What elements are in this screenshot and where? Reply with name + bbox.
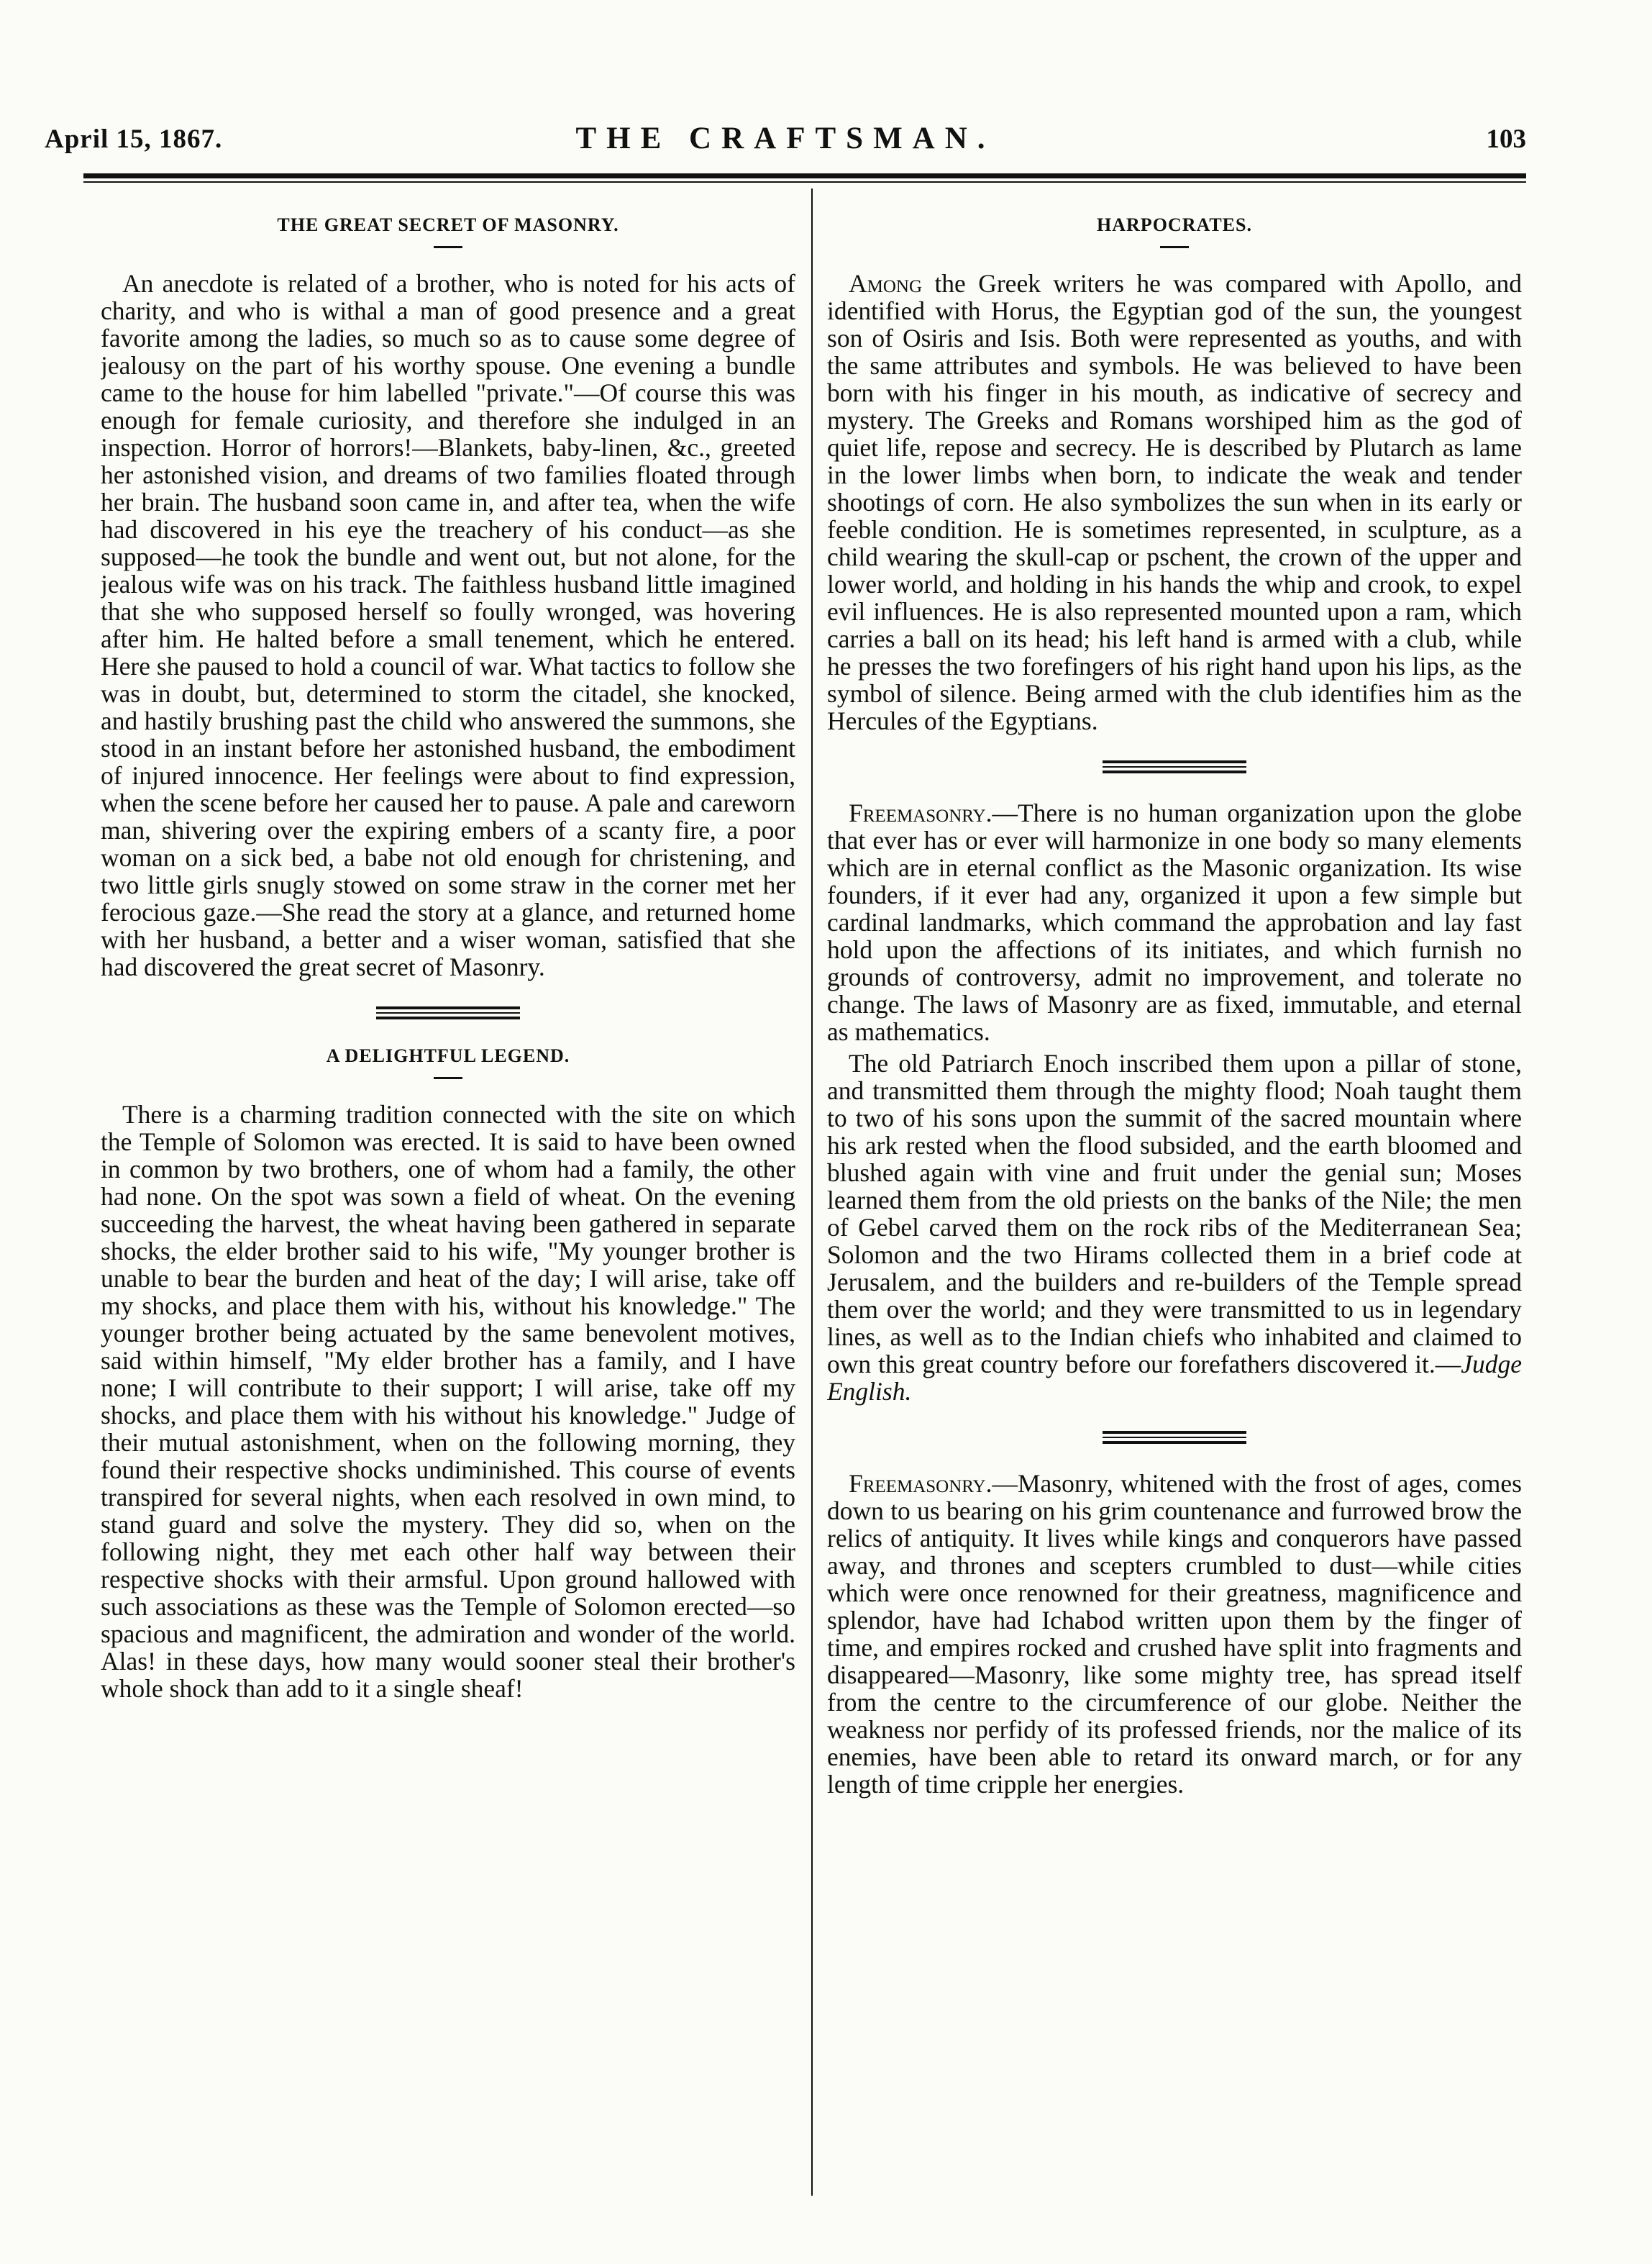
- article-separator: [1103, 760, 1246, 773]
- left-column: [101, 194, 795, 2209]
- title-dash: [434, 246, 462, 248]
- article-body-harpocrates: [827, 270, 1522, 735]
- article-title-harpocrates: HARPOCRATES.: [1097, 214, 1252, 235]
- article-body-freemasonry-1: [827, 799, 1522, 1045]
- page-number: 103: [1486, 124, 1526, 154]
- article-separator: [376, 1006, 520, 1019]
- newspaper-title: THE CRAFTSMAN.: [575, 122, 995, 155]
- article-text: The old Patriarch Enoch inscribed them upon a pillar of stone, and transmitted them through the mighty flood; Noah taught them to two of his sons upon the summit of the sacred mountain where his ark rested when the flood subsided, and the earth bloomed and blushed again with vine and fruit under the genial sun; Moses learned them from the old priests on the banks of the Nile; the men of Gebel carved them on the rock ribs of the Mediterranean Sea; Solomon and the two Hirams collected them in a brief code at Jerusalem, and the builders and re-builders of the Temple spread them over the world; and they were transmitted to us in legendary lines, as well as to the Indian chiefs who inhabited and claimed to own this great country before our forefathers discovered it.—: [827, 1049, 1522, 1378]
- title-dash: [1160, 246, 1189, 248]
- article-title-delightful-legend: A DELIGHTFUL LEGEND.: [326, 1045, 570, 1066]
- title-dash: [434, 1077, 462, 1079]
- masthead: [45, 124, 1526, 167]
- header-rule-thin: [83, 181, 1526, 183]
- lead-word: Freemasonry.: [849, 1469, 992, 1498]
- article-title-great-secret: THE GREAT SECRET OF MASONRY.: [277, 214, 619, 235]
- header-rule-thick: [83, 173, 1526, 178]
- article-body-delightful-legend: There is a charming tradition connected with the site on which the Temple of Solomon was erected. It is said to have been owned in common by two brothers, one of whom had a family, the other had none. On the spot was sown a field of wheat. On the evening succeeding the harvest, the wheat having been gathered in separate shocks, the elder brother said to his wife, "My younger brother is unable to bear the burden and heat of the day; I will arise, take off my shocks, and place them with his, without his knowledge." The younger brother being actuated by the same benevolent motives, said within himself, "My elder brother has a family, and I have none; I will contribute to their support; I will arise, take off my shocks, and place them with his without his knowledge." Judge of their mutual astonishment, when on the following morning, they found their respective shocks undiminished. This course of events transpired for several nights, when each resolved in own mind, to stand guard and solve the mystery. They did so, when on the following night, they met each other half way between their respective shocks with their armsful. Upon ground hallowed with such associations as these was the Temple of Solomon erected—so spacious and magnificent, the admiration and wonder of the world. Alas! in these days, how many would sooner steal their brother's whole shock than add to it a single sheaf!: [101, 1100, 795, 1703]
- article-body-freemasonry-3: [827, 1470, 1522, 1798]
- right-column: [827, 194, 1522, 2209]
- article-text: the Greek writers he was compared with Apollo, and identified with Horus, the Egyptian god of the sun, the youngest son of Osiris and Isis. Both were represented as youths, and with the same attributes and symbols. He was believed to have been born with his finger in his mouth, as indicative of secrecy and mystery. The Greeks and Romans worshiped him as the god of quiet life, repose and secrecy. He is described by Plutarch as lame in the lower limbs when born, to indicate the weak and tender shootings of corn. He also symbolizes the sun when in its early or feeble condition. He is sometimes represented, in sculpture, as a child wearing the skull-cap or pschent, the crown of the upper and lower world, and holding in his hands the whip and crook, to expel evil influences. He is also represented mounted upon a ram, which carries a ball on its head; his left hand is armed with a club, while he presses the two forefingers of his right hand upon his lips, as the symbol of silence. Being armed with the club identifies him as the Hercules of the Egyptians.: [827, 269, 1522, 735]
- article-body-great-secret: An anecdote is related of a brother, who is noted for his acts of charity, and who is withal a man of good presence and a great favorite among the ladies, so much so as to cause some degree of jealousy on the part of his worthy spouse. One evening a bundle came to the house for him labelled "private."—Of course this was enough for female curiosity, and therefore she indulged in an inspection. Horror of horrors!—Blankets, baby-linen, &c., greeted her astonished vision, and dreams of two families floated through her brain. The husband soon came in, and after tea, when the wife had discovered in his eye the treachery of his conduct—as she supposed—he took the bundle and went out, but not alone, for the jealous wife was on his track. The faithless husband little imagined that she who supposed herself so foully wronged, was hovering after him. He halted before a small tenement, which he entered. Here she paused to hold a council of war. What tactics to follow she was in doubt, but, determined to storm the citadel, she knocked, and hastily brushing past the child who answered the summons, she stood in an instant before her astonished husband, the embodiment of injured innocence. Her feelings were about to find expression, when the scene before her caused her to pause. A pale and careworn man, shivering over the expiring embers of a scanty fire, a poor woman on a sick bed, a babe not old enough for christening, and two little girls snugly stowed on some straw in the corner met her ferocious gaze.—She read the story at a glance, and returned home with her husband, a better and a wiser woman, satisfied that she had discovered the great secret of Masonry.: [101, 269, 795, 981]
- column-divider: [811, 188, 813, 2196]
- article-text: —There is no human organization upon the globe that ever has or ever will harmonize in one body so many elements which are in eternal conflict as the Masonic organization. Its wise founders, if it ever had any, organized it upon a few simple but cardinal landmarks, which command the approbation and lay fast hold upon the affections of its initiates, and which furnish no grounds of controversy, admit no improvement, and tolerate no change. The laws of Masonry are as fixed, immutable, and eternal as mathematics.: [827, 799, 1522, 1046]
- issue-date: April 15, 1867.: [45, 124, 223, 154]
- attribution: Judge English.: [827, 1350, 1522, 1406]
- article-separator: [1103, 1431, 1246, 1444]
- lead-word: Freemasonry.: [849, 799, 992, 827]
- article-body-freemasonry-2: [827, 1050, 1522, 1405]
- article-text: —Masonry, whitened with the frost of ages, comes down to us bearing on his grim countenance and furrowed brow the relics of antiquity. It lives while kings and conquerors have passed away, and thrones and scepters crumbled to dust—while cities which were once renowned for their greatness, magnificence and splendor, have had Ichabod written upon them by the finger of time, and empires rocked and crushed have split into fragments and disappeared—Masonry, like some mighty tree, has spread itself from the centre to the circumference of our globe. Neither the weakness nor perfidy of its professed friends, nor the malice of its enemies, have been able to retard its onward march, or for any length of time cripple her energies.: [827, 1469, 1522, 1799]
- lead-word: Among: [849, 269, 923, 298]
